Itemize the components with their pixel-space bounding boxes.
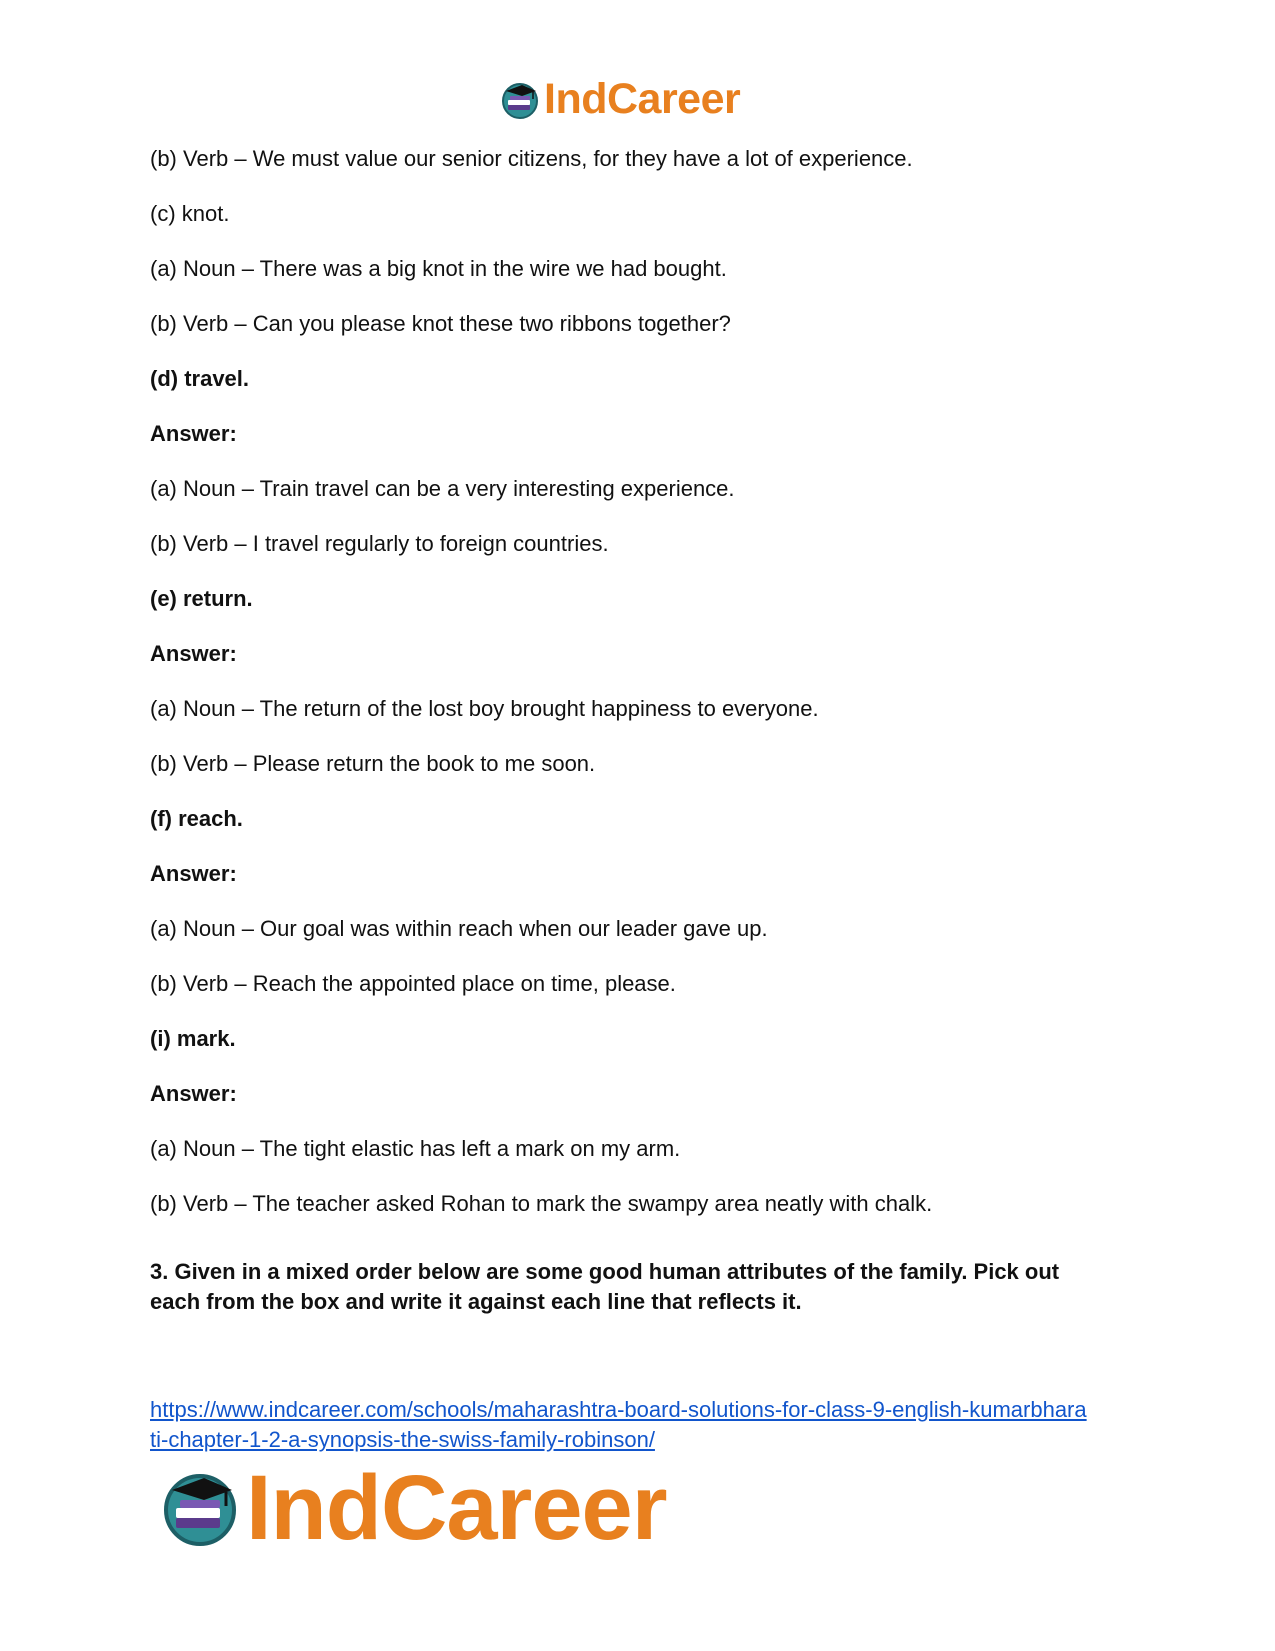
text-line: (a) Noun – There was a big knot in the wire we had bought. [150, 256, 727, 281]
question-line: 3. Given in a mixed order below are some good human attributes of the family. Pick out [150, 1259, 1060, 1284]
text-line: (b) Verb – I travel regularly to foreign countries. [150, 531, 609, 556]
source-link-line[interactable]: ti-chapter-1-2-a-synopsis-the-swiss-family-robinson/ [150, 1427, 655, 1452]
answer-content [150, 145, 1130, 1245]
word-heading: (f) reach. [150, 806, 243, 831]
text-line: (b) Verb – The teacher asked Rohan to mark the swampy area neatly with chalk. [150, 1191, 933, 1216]
text-line: (a) Noun – Train travel can be a very interesting experience. [150, 476, 735, 501]
word-heading: (i) mark. [150, 1026, 236, 1051]
text-line: (b) Verb – Please return the book to me soon. [150, 751, 596, 776]
source-link[interactable] [150, 1395, 1150, 1455]
word-heading: (d) travel. [150, 366, 250, 391]
text-line: (a) Noun – The tight elastic has left a mark on my arm. [150, 1136, 681, 1161]
answer-label: Answer: [150, 1081, 237, 1106]
question-3 [150, 1257, 1140, 1317]
graduation-cap-book-globe-icon [160, 1468, 240, 1548]
graduation-cap-book-globe-icon [500, 80, 540, 120]
answer-label: Answer: [150, 861, 237, 886]
logo-text: IndCareer [544, 75, 741, 123]
text-line: (b) Verb – We must value our senior citizens, for they have a lot of experience. [150, 146, 913, 171]
source-link-line[interactable]: https://www.indcareer.com/schools/maharashtra-board-solutions-for-class-9-english-kumarbhara [150, 1397, 1087, 1422]
text-line: (c) knot. [150, 201, 230, 226]
answer-label: Answer: [150, 421, 237, 446]
text-line: (b) Verb – Reach the appointed place on time, please. [150, 971, 676, 996]
text-line: (a) Noun – The return of the lost boy brought happiness to everyone. [150, 696, 819, 721]
answer-label: Answer: [150, 641, 237, 666]
question-line: each from the box and write it against each line that reflects it. [150, 1289, 802, 1314]
logo-text: IndCareer [246, 1457, 667, 1559]
footer-logo [160, 1457, 667, 1559]
header-logo [500, 75, 741, 123]
word-heading: (e) return. [150, 586, 253, 611]
text-line: (b) Verb – Can you please knot these two ribbons together? [150, 311, 731, 336]
text-line: (a) Noun – Our goal was within reach when our leader gave up. [150, 916, 768, 941]
